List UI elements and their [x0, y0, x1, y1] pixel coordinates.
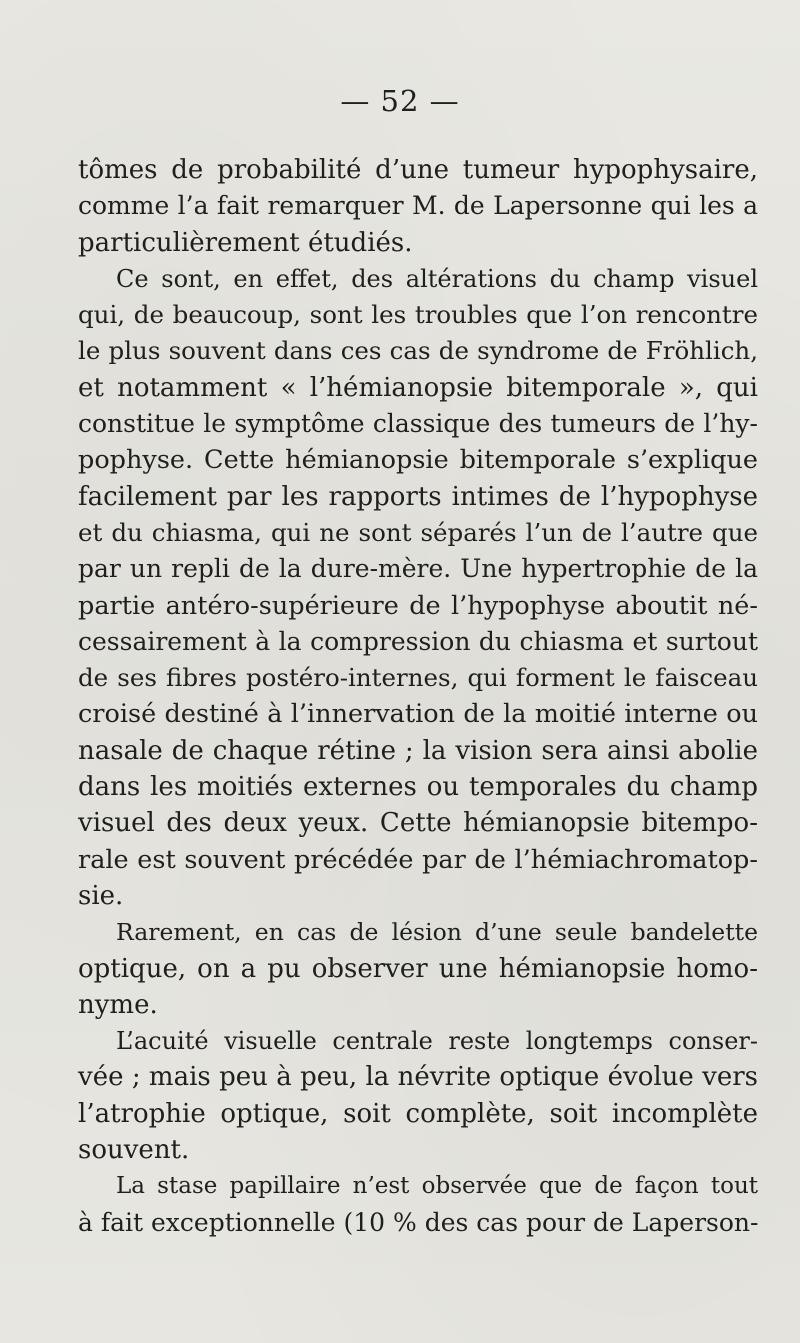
- text-line: et notamment « l’hémianopsie bitemporale », qui: [78, 372, 758, 403]
- text-line: pophyse. Cette hémianopsie bitemporale s’explique: [78, 445, 758, 476]
- text-line: à fait exceptionnelle (10 % des cas pour de Laperson-: [78, 1207, 759, 1237]
- text-line: Rarement, en cas de lésion d’une seule bandelette: [116, 918, 758, 947]
- text-line: dans les moitiés externes ou temporales du champ: [78, 772, 758, 803]
- text-line: sie.: [78, 880, 124, 911]
- text-line: optique, on a pu observer une hémianopsie homo-: [78, 953, 758, 984]
- text-line: facilement par les rapports intimes de l’hypophyse: [78, 481, 758, 512]
- text-line: par un repli de la dure-mère. Une hypertrophie de la: [78, 554, 758, 584]
- text-line: nasale de chaque rétine ; la vision sera ainsi abolie: [78, 735, 758, 766]
- text-line: cessairement à la compression du chiasma et surtout: [78, 626, 758, 656]
- text-line: le plus souvent dans ces cas de syndrome de Fröhlich,: [78, 336, 758, 366]
- paragraph: [78, 261, 758, 914]
- text-line: tômes de probabilité d’une tumeur hypophysaire,: [78, 155, 758, 185]
- body-text: [78, 152, 758, 1241]
- text-line: de ses fibres postéro-internes, qui forment le faisceau: [78, 663, 758, 693]
- text-line: Ce sont, en effet, des altérations du champ visuel: [116, 264, 758, 293]
- paragraph: [78, 1168, 758, 1241]
- paragraph: [78, 152, 758, 261]
- text-line: souvent.: [78, 1135, 190, 1166]
- text-line: particulièrement étudiés.: [78, 227, 413, 258]
- text-line: qui, de beaucoup, sont les troubles que l’on rencontre: [78, 300, 758, 330]
- text-line: constitue le symptôme classique des tumeurs de l’hy-: [78, 409, 758, 439]
- text-line: La stase papillaire n’est observée que de façon tout: [116, 1173, 758, 1200]
- page-number: — 52 —: [340, 84, 460, 118]
- paragraph: [78, 1023, 758, 1168]
- text-line: l’atrophie optique, soit complète, soit incomplète: [78, 1098, 758, 1129]
- text-line: et du chiasma, qui ne sont séparés l’un de l’autre que: [78, 517, 758, 547]
- text-line: L’acuité visuelle centrale reste longtemps conser-: [116, 1027, 758, 1056]
- text-line: nyme.: [78, 989, 158, 1020]
- text-line: visuel des deux yeux. Cette hémianopsie bitempo-: [78, 808, 758, 839]
- paragraph: [78, 914, 758, 1023]
- text-line: comme l’a fait remarquer M. de Lapersonne qui les a: [78, 191, 758, 221]
- text-line: rale est souvent précédée par de l’hémiachromatop-: [78, 844, 758, 875]
- text-line: vée ; mais peu à peu, la névrite optique évolue vers: [78, 1062, 758, 1093]
- text-line: partie antéro-supérieure de l’hypophyse aboutit né-: [78, 590, 758, 621]
- text-line: croisé destiné à l’innervation de la moitié interne ou: [78, 699, 758, 730]
